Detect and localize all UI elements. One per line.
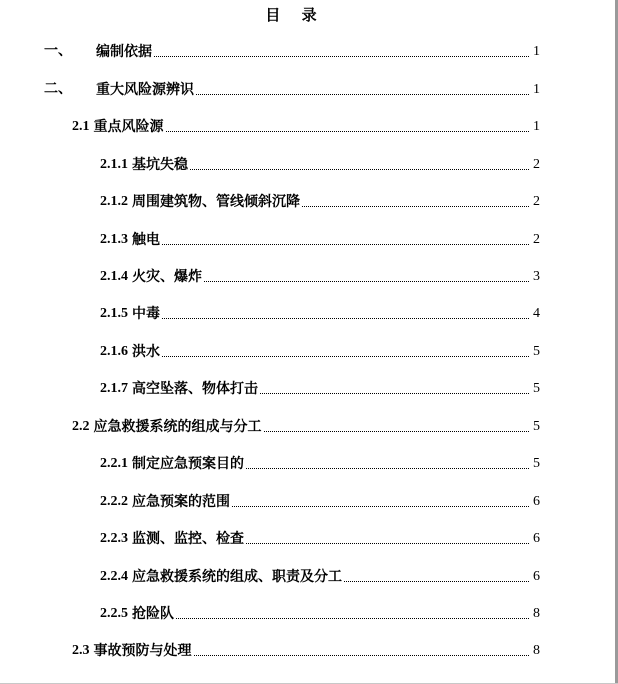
toc-entry-label: 中毒	[132, 306, 160, 322]
dot-leader	[344, 580, 529, 582]
toc-entry-number: 2.2.5	[100, 606, 128, 621]
toc-entry-2-3[interactable]	[72, 638, 540, 660]
toc-entry-number: 2.1	[72, 119, 90, 134]
toc-entry-number: 2.1.1	[100, 157, 128, 172]
toc-entry-number: 2.1.4	[100, 269, 128, 284]
toc-entry-page: 2	[533, 232, 540, 247]
toc-entry-2-2-3[interactable]	[100, 526, 540, 548]
toc-entry-2-2-2[interactable]	[100, 489, 540, 511]
dot-leader	[264, 430, 530, 432]
toc-entry-number: 2.1.2	[100, 194, 128, 209]
toc-entry-label: 基坑失稳	[132, 157, 188, 173]
toc-entry-number: 2.3	[72, 643, 90, 658]
dot-leader	[246, 542, 529, 544]
toc-entry-page: 4	[533, 306, 540, 321]
dot-leader	[166, 130, 530, 132]
toc-entry-2-1[interactable]	[72, 114, 540, 136]
dot-leader	[154, 55, 529, 57]
toc-entry-page: 8	[533, 606, 540, 621]
toc-entry-page: 1	[533, 44, 540, 59]
dot-leader	[246, 467, 529, 469]
dot-leader	[232, 505, 529, 507]
toc-entry-label: 监测、监控、检查	[132, 531, 244, 547]
toc-entry-page: 2	[533, 194, 540, 209]
dot-leader	[190, 168, 529, 170]
dot-leader	[204, 280, 529, 282]
toc-entry-label: 编制依据	[96, 44, 152, 60]
toc-entry-2-2-1[interactable]	[100, 451, 540, 473]
dot-leader	[302, 205, 529, 207]
toc-entry-2-1-2[interactable]	[100, 189, 540, 211]
toc-entry-label: 事故预防与处理	[93, 643, 192, 659]
toc-entry-page: 1	[533, 82, 540, 97]
dot-leader	[194, 654, 530, 656]
toc-title: 目 录	[265, 6, 325, 24]
toc-entry-page: 5	[533, 419, 540, 434]
toc-entry-2-1-5[interactable]	[100, 301, 540, 323]
toc-entry-2-1-1[interactable]	[100, 152, 540, 174]
toc-entry-number: 2.2.1	[100, 456, 128, 471]
toc-entry-number: 2.2.3	[100, 531, 128, 546]
toc-entry-page: 6	[533, 531, 540, 546]
toc-entry-2-1-7[interactable]	[100, 376, 540, 398]
toc-entry-page: 6	[533, 494, 540, 509]
dot-leader	[162, 355, 529, 357]
dot-leader	[162, 317, 529, 319]
toc-entry-label: 周围建筑物、管线倾斜沉降	[132, 194, 300, 210]
toc-entry-page: 5	[533, 456, 540, 471]
dot-leader	[260, 392, 529, 394]
toc-entry-2-2-5[interactable]	[100, 601, 540, 623]
dot-leader	[176, 617, 529, 619]
toc-entry-label: 应急救援系统的组成与分工	[93, 419, 262, 435]
toc-entry-number: 一、	[44, 44, 72, 59]
toc-entry-page: 5	[533, 381, 540, 396]
toc-entry-number: 2.1.5	[100, 306, 128, 321]
toc-entry-2-1-6[interactable]	[100, 339, 540, 361]
toc-entry-page: 3	[533, 269, 540, 284]
toc-entry-number: 2.1.6	[100, 344, 128, 359]
toc-entry-page: 6	[533, 569, 540, 584]
toc-entry-number: 二、	[44, 82, 72, 97]
dot-leader	[162, 243, 529, 245]
toc-entry-page: 5	[533, 344, 540, 359]
toc-entry-2[interactable]	[44, 77, 540, 99]
toc-entry-label: 应急预案的范围	[132, 494, 230, 510]
toc-entry-number: 2.2.2	[100, 494, 128, 509]
toc-entry-number: 2.2.4	[100, 569, 128, 584]
dot-leader	[196, 93, 529, 95]
toc-entry-label: 火灾、爆炸	[132, 269, 202, 285]
toc-entry-number: 2.1.3	[100, 232, 128, 247]
toc-entry-number: 2.1.7	[100, 381, 128, 396]
toc-entry-label: 抢险队	[132, 606, 174, 622]
toc-entry-2-1-4[interactable]	[100, 264, 540, 286]
toc-entry-page: 2	[533, 157, 540, 172]
toc-entry-label: 制定应急预案目的	[132, 456, 244, 472]
toc-entry-2-1-3[interactable]	[100, 227, 540, 249]
toc-entry-label: 洪水	[132, 344, 160, 360]
toc-entry-page: 1	[533, 119, 540, 134]
toc-entry-label: 高空坠落、物体打击	[132, 381, 258, 397]
toc-entry-page: 8	[533, 643, 540, 658]
toc-entry-label: 重大风险源辨识	[96, 82, 194, 98]
toc-entry-2-2[interactable]	[72, 414, 540, 436]
toc-entry-label: 触电	[132, 232, 160, 248]
toc-entry-2-2-4[interactable]	[100, 564, 540, 586]
toc-entry-label: 重点风险源	[93, 119, 164, 135]
toc-entry-label: 应急救援系统的组成、职责及分工	[132, 569, 342, 585]
toc-entry-1[interactable]	[44, 39, 540, 61]
toc-entry-number: 2.2	[72, 419, 90, 434]
